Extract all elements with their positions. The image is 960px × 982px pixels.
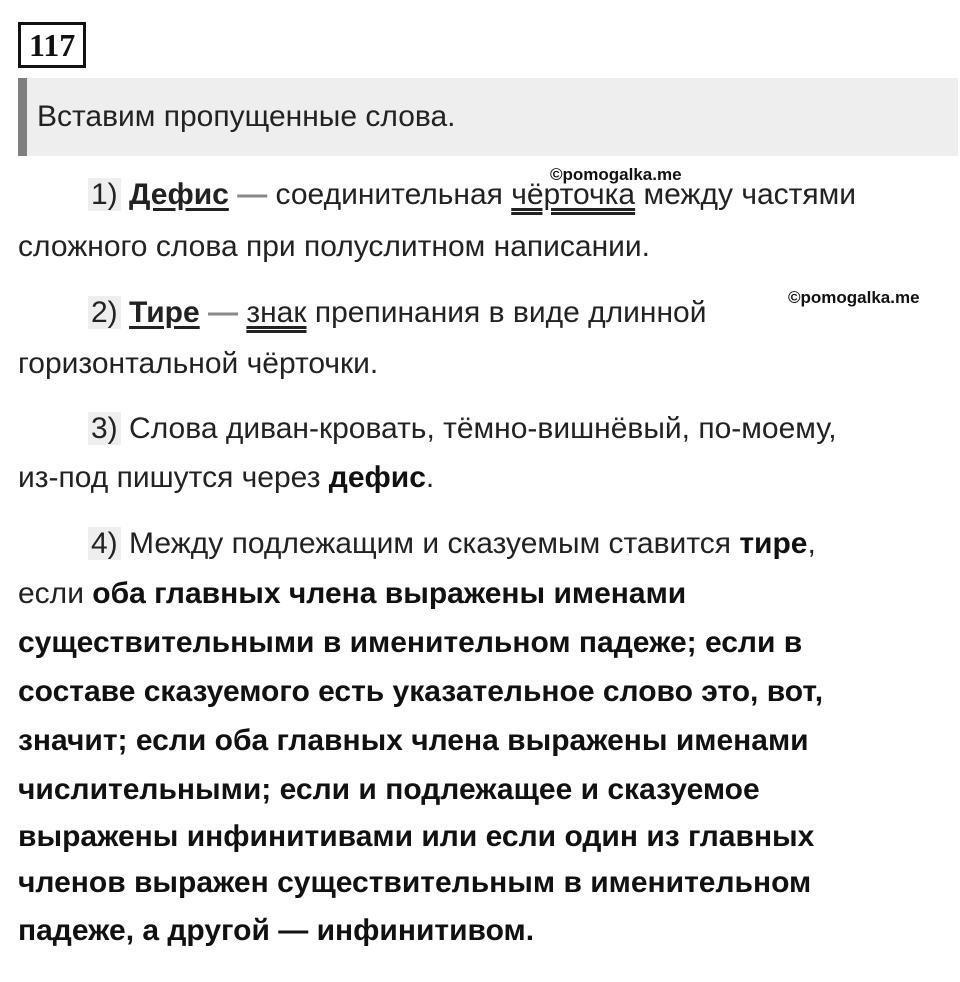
text-fragment: Между подлежащим и сказуемым ставится xyxy=(129,527,731,560)
watermark: ©pomogalka.me xyxy=(788,288,920,307)
term-tire: Тире xyxy=(129,296,200,329)
paragraph-1-line-2: сложного слова при полуслитном написании. xyxy=(18,230,650,263)
watermark: ©pomogalka.me xyxy=(550,165,682,184)
dash: — xyxy=(237,178,268,211)
text-fragment: соединительная xyxy=(275,178,503,211)
paragraph-4-line-8: членов выражен существительным в именительном xyxy=(18,866,812,899)
paragraph-4-line-3: существительными в именительном падеже; если в xyxy=(18,626,803,659)
text-fragment: между частями xyxy=(643,178,857,211)
paragraph-2-line-1 xyxy=(88,296,706,330)
bold-term: дефис xyxy=(328,461,426,494)
paragraph-4-line-7: выражены инфинитивами или если один из главных xyxy=(18,820,815,853)
inserted-word: чёрточка xyxy=(511,178,636,211)
paragraph-1-line-1 xyxy=(88,178,856,212)
text-fragment: . xyxy=(425,461,435,494)
paragraph-4-line-4: составе сказуемого есть указательное слово это, вот, xyxy=(18,675,824,708)
paragraph-3-line-2 xyxy=(18,461,434,495)
instruction-banner xyxy=(18,78,958,156)
item-number: 3) xyxy=(88,412,121,445)
instruction-text: Вставим пропущенные слова. xyxy=(37,100,456,133)
text-fragment: Слова диван-кровать, тёмно-вишнёвый, по-моему, xyxy=(129,412,837,445)
text-fragment: препинания в виде длинной xyxy=(314,296,707,329)
bold-fragment: оба главных члена выражены именами xyxy=(92,577,687,610)
bold-term: тире xyxy=(739,527,808,560)
task-number: 117 xyxy=(18,22,86,68)
text-fragment: , xyxy=(807,527,816,560)
paragraph-4-line-5: значит; если оба главных члена выражены именами xyxy=(18,724,809,757)
paragraph-3-line-1 xyxy=(88,412,837,446)
inserted-word: знак xyxy=(246,296,307,329)
text-fragment: из-под пишутся через xyxy=(18,461,321,494)
paragraph-4-line-2 xyxy=(18,577,686,611)
item-number: 1) xyxy=(88,178,121,211)
paragraph-4-line-1 xyxy=(88,527,816,561)
term-defis: Дефис xyxy=(129,178,229,211)
paragraph-4-line-9: падеже, а другой — инфинитивом. xyxy=(18,914,535,947)
dash: — xyxy=(208,296,239,329)
text-fragment: если xyxy=(18,577,84,610)
item-number: 2) xyxy=(88,296,121,329)
paragraph-4-line-6: числительными; если и подлежащее и сказуемое xyxy=(18,773,760,806)
item-number: 4) xyxy=(88,527,121,560)
paragraph-2-line-2: горизонтальной чёрточки. xyxy=(18,347,379,380)
